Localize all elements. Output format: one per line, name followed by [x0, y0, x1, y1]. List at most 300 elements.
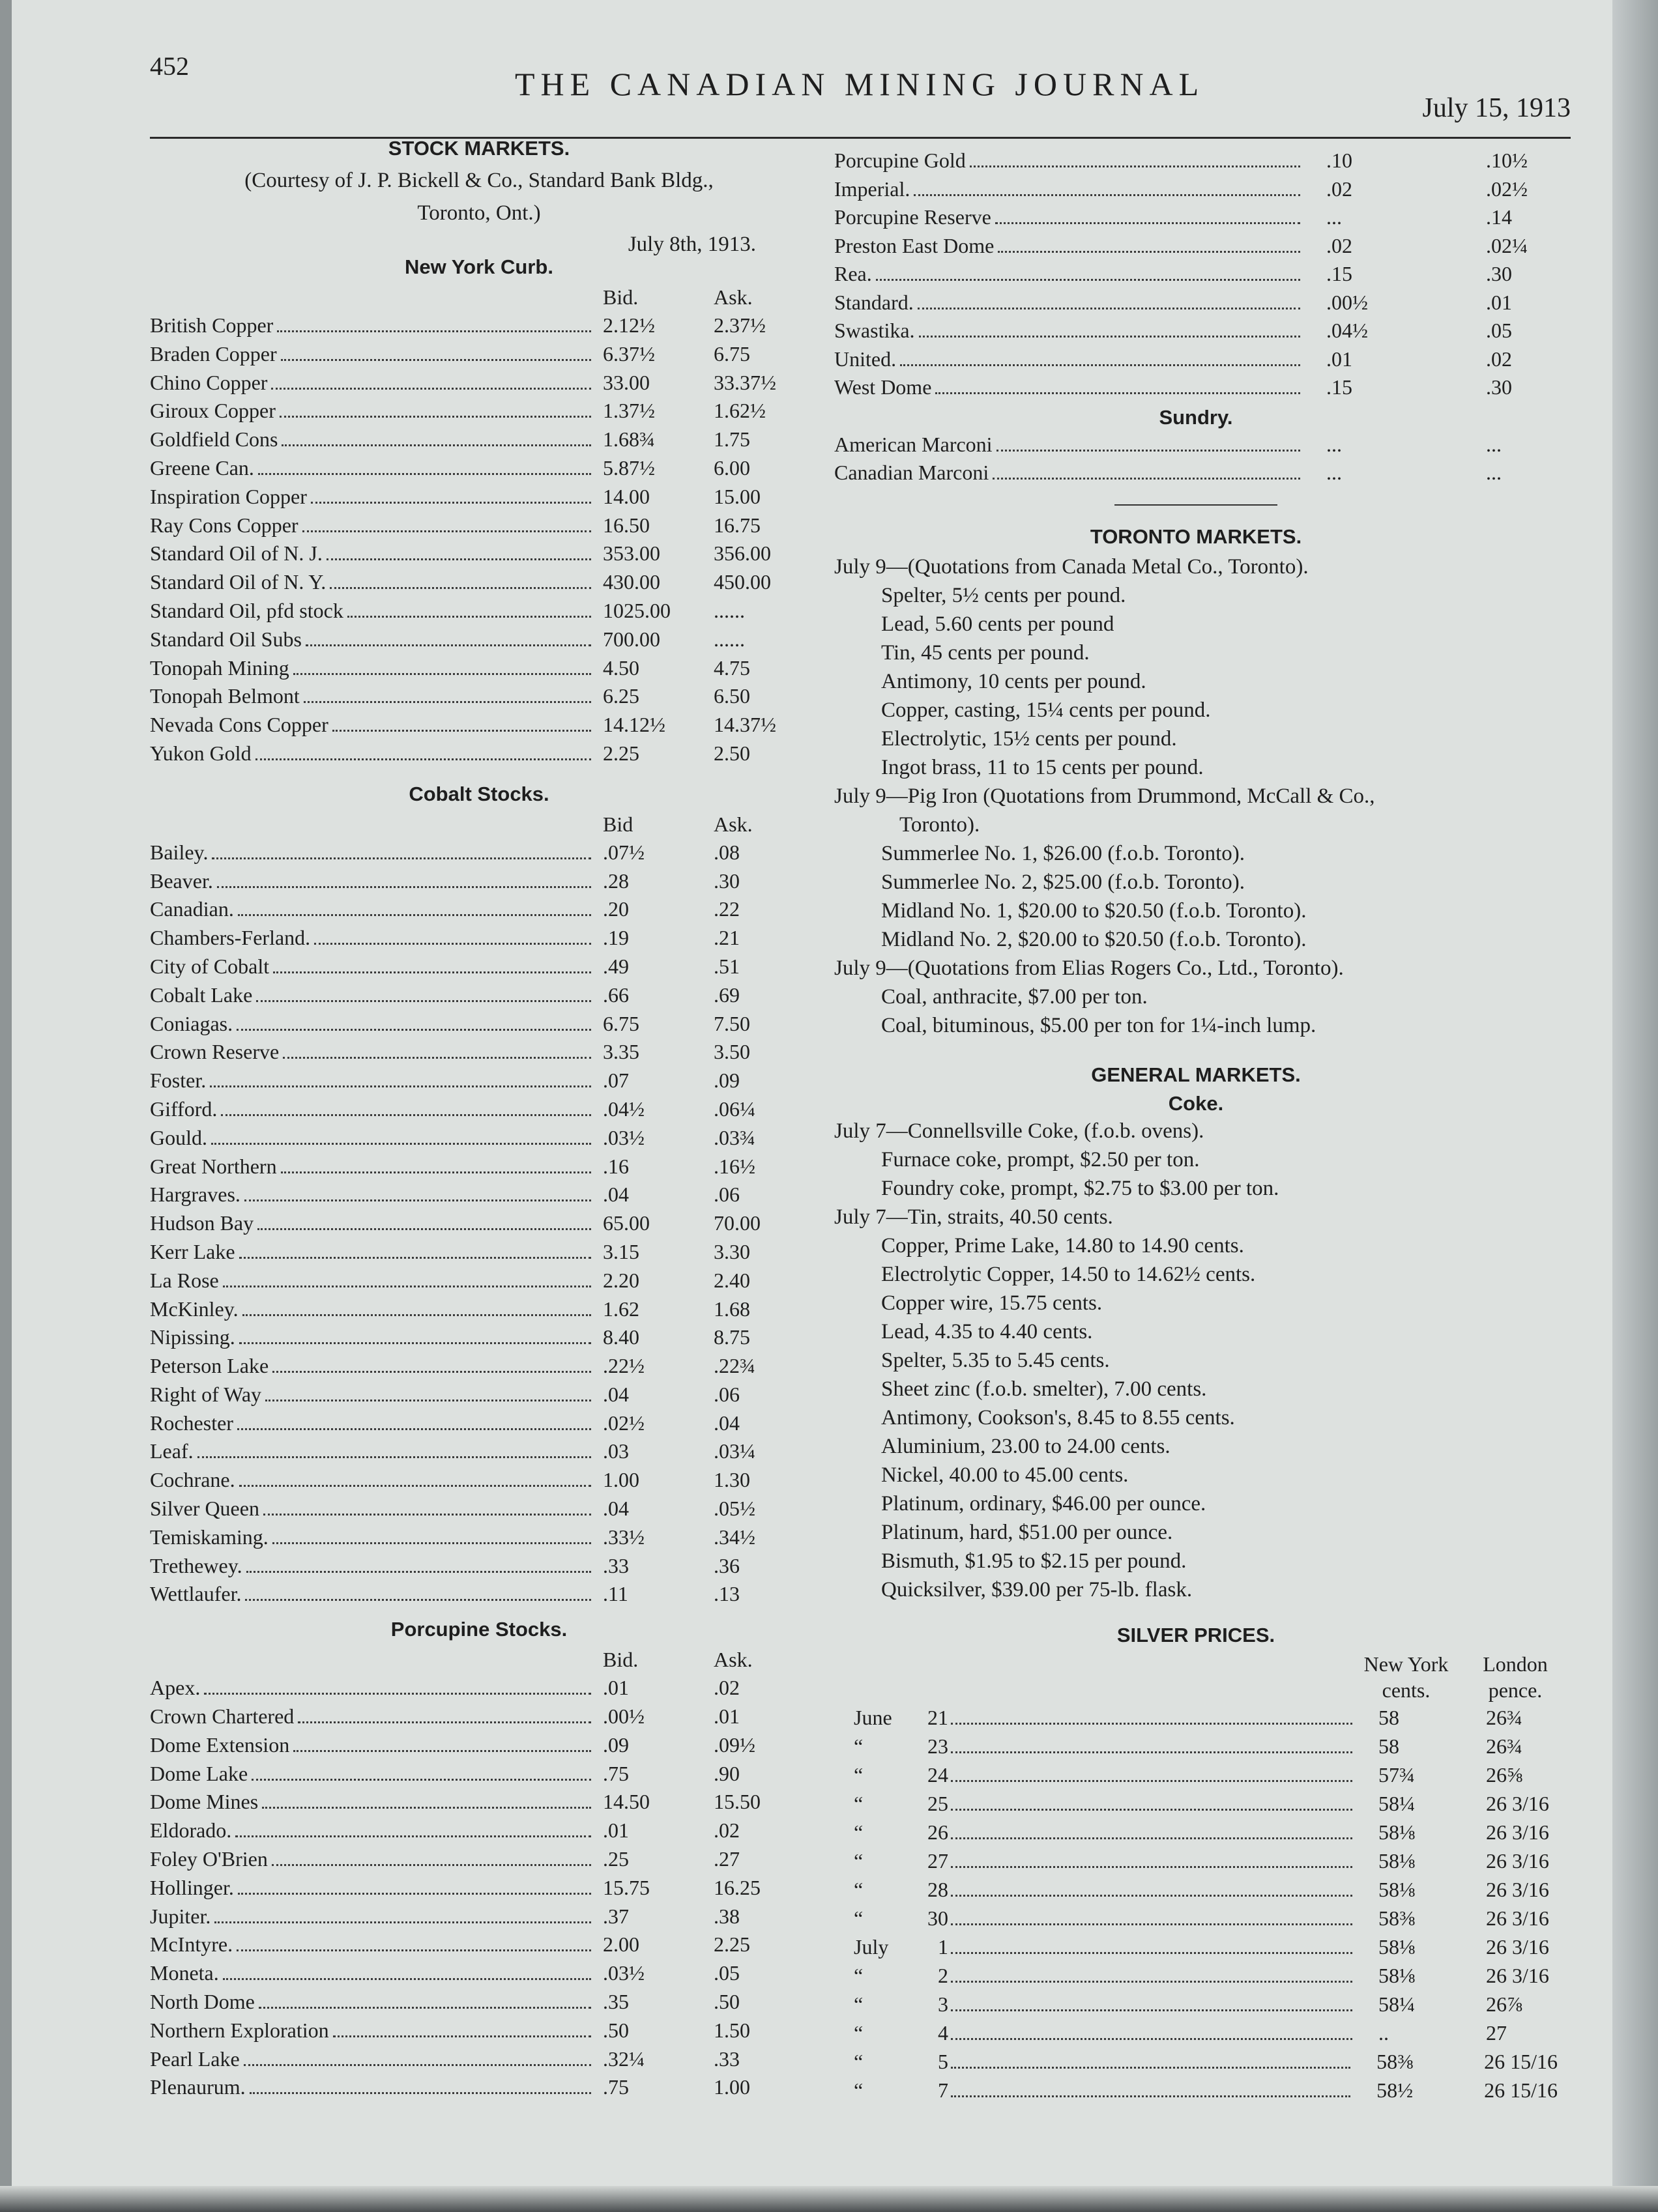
- bid-value: 3.15: [603, 1239, 639, 1263]
- london-price: 26 3/16: [1486, 1877, 1549, 1901]
- stock-name: Cochrane.: [150, 1468, 235, 1492]
- ask-value: ...: [1486, 432, 1502, 456]
- stock-row: [834, 431, 1558, 459]
- ask-value: ......: [714, 598, 745, 622]
- stock-name: Goldfield Cons: [150, 427, 278, 452]
- bid-value: 1.68¾: [603, 427, 655, 452]
- market-quote-line: Quicksilver, $39.00 per 75-lb. flask.: [881, 1577, 1193, 1602]
- stock-row: [150, 454, 808, 483]
- stock-name: Gifford.: [150, 1097, 218, 1121]
- ask-value: 2.40: [714, 1268, 750, 1292]
- day: 23: [927, 1734, 948, 1758]
- bid-value: 700.00: [603, 627, 660, 651]
- bid-value: 33.00: [603, 370, 650, 394]
- dot-leader: [223, 1978, 591, 1980]
- stock-row: [150, 1437, 808, 1466]
- issue-date: July 15, 1913: [1422, 93, 1571, 123]
- ask-value: 15.00: [714, 484, 761, 508]
- bid-value: .75: [603, 1761, 629, 1785]
- dot-leader: [918, 308, 1300, 309]
- dot-leader: [246, 1571, 591, 1573]
- silver-price-row: [834, 2018, 1558, 2047]
- ask-value: .03¾: [714, 1125, 755, 1149]
- page-number: 452: [150, 51, 189, 81]
- bid-value: 14.12½: [603, 713, 665, 737]
- dot-leader: [327, 558, 591, 560]
- bid-value: .15: [1326, 375, 1352, 399]
- day: 27: [927, 1848, 948, 1873]
- ask-value: 2.25: [714, 1932, 750, 1957]
- dot-leader: [257, 1228, 591, 1230]
- new-york-price: 58⅛: [1378, 1963, 1415, 1987]
- dot-leader: [281, 1171, 591, 1173]
- dot-leader: [951, 1895, 1352, 1897]
- stock-row: [150, 1295, 808, 1324]
- stock-name: Moneta.: [150, 1961, 219, 1985]
- stock-row: [150, 1124, 808, 1153]
- stock-name: Temiskaming.: [150, 1525, 269, 1549]
- market-quote-line: Platinum, hard, $51.00 per ounce.: [881, 1520, 1173, 1544]
- new-york-price: 58: [1378, 1705, 1399, 1729]
- stock-row: [150, 597, 808, 625]
- bid-value: .04: [603, 1183, 629, 1207]
- stock-name: Canadian.: [150, 897, 234, 921]
- ask-value: .01: [1486, 290, 1512, 314]
- stock-row: [150, 483, 808, 511]
- london-price: 26¾: [1486, 1734, 1522, 1758]
- stock-row: [150, 397, 808, 425]
- stock-row: [150, 1067, 808, 1095]
- silver-prices-table: [834, 1703, 1558, 2104]
- dot-leader: [293, 1750, 591, 1752]
- ask-value: 1.30: [714, 1468, 750, 1492]
- ask-value: 3.30: [714, 1239, 750, 1263]
- bid-value: .75: [603, 2075, 629, 2099]
- month: June: [854, 1705, 892, 1729]
- dot-leader: [262, 1807, 591, 1809]
- market-quote-line: July 7—Tin, straits, 40.50 cents.: [834, 1205, 1113, 1229]
- ask-value: 1.62½: [714, 399, 766, 423]
- bid-value: 6.75: [603, 1011, 639, 1035]
- ask-value: .09: [714, 1069, 740, 1093]
- stock-row: [150, 682, 808, 711]
- courtesy-line-2: Toronto, Ont.): [417, 201, 541, 225]
- stock-row: [150, 740, 808, 768]
- market-quote-line: July 9—Pig Iron (Quotations from Drummond, McCall & Co.,: [834, 784, 1375, 808]
- day: 3: [938, 1992, 948, 2016]
- cobalt-stocks-title: Cobalt Stocks.: [409, 782, 549, 805]
- silver-header-row-2: [834, 1677, 1558, 1703]
- silver-price-row: [834, 2047, 1558, 2076]
- dot-leader: [951, 2009, 1352, 2011]
- day: 2: [938, 1963, 948, 1987]
- ask-value: 1.75: [714, 427, 750, 452]
- market-quote-line: Summerlee No. 2, $25.00 (f.o.b. Toronto).: [881, 870, 1245, 894]
- stock-row: [150, 425, 808, 454]
- new-york-price: 58⅛: [1378, 1820, 1415, 1844]
- day: 30: [927, 1906, 948, 1930]
- market-quote-line: July 9—(Quotations from Elias Rogers Co., Ltd., Toronto).: [834, 956, 1344, 980]
- bid-value: .04: [603, 1497, 629, 1521]
- dot-leader: [281, 359, 591, 361]
- month: “: [854, 1762, 864, 1787]
- bid-value: .15: [1326, 262, 1352, 285]
- market-quote-line: Midland No. 2, $20.00 to $20.50 (f.o.b. Toronto).: [881, 927, 1307, 951]
- dot-leader: [951, 1751, 1352, 1753]
- ask-value: .30: [1486, 375, 1512, 399]
- stock-row: [150, 981, 808, 1010]
- ask-value: .22: [714, 897, 740, 921]
- bid-value: 1025.00: [603, 598, 671, 622]
- bid-value: .02½: [603, 1411, 645, 1435]
- market-quote-line: Antimony, Cookson's, 8.45 to 8.55 cents.: [881, 1405, 1235, 1429]
- dot-leader: [314, 943, 591, 945]
- dot-leader: [197, 1456, 591, 1458]
- stock-name: Crown Chartered: [150, 1704, 295, 1729]
- stock-name: Tonopah Mining: [150, 655, 289, 680]
- stock-name: Leaf.: [150, 1439, 194, 1463]
- stock-row: [150, 511, 808, 540]
- bid-value: .02: [1326, 177, 1352, 201]
- ask-value: .02½: [1486, 177, 1528, 201]
- ask-value: .50: [714, 1990, 740, 2014]
- stock-row: [150, 568, 808, 597]
- dot-leader: [298, 1721, 591, 1723]
- bid-value: .33½: [603, 1525, 645, 1549]
- london-price: 26 3/16: [1486, 1963, 1549, 1987]
- ask-value: 70.00: [714, 1211, 761, 1235]
- dot-leader: [244, 2064, 591, 2066]
- day: 5: [938, 2049, 948, 2073]
- dot-leader: [239, 1342, 591, 1344]
- new-york-price: 58⅛: [1378, 1934, 1415, 1959]
- stock-row: [150, 2045, 808, 2074]
- bid-value: .32¼: [603, 2047, 645, 2071]
- stock-row: [834, 345, 1558, 374]
- dot-leader: [235, 1835, 591, 1837]
- stock-row: [150, 1788, 808, 1817]
- stock-row: [150, 1580, 808, 1609]
- day: 21: [927, 1705, 948, 1729]
- bid-value: 8.40: [603, 1325, 639, 1349]
- stock-name: Braden Copper: [150, 341, 277, 366]
- ask-value: .33: [714, 2047, 740, 2071]
- stock-row: [150, 1523, 808, 1552]
- bid-header: Bid.: [603, 285, 639, 309]
- dot-leader: [876, 279, 1300, 281]
- london-price: 26 15/16: [1484, 2049, 1558, 2073]
- stock-row: [834, 175, 1558, 204]
- silver-price-row: [834, 1818, 1558, 1846]
- london-price: 26 3/16: [1486, 1848, 1549, 1873]
- stock-row: [834, 289, 1558, 317]
- ask-value: .02¼: [1486, 233, 1528, 257]
- stock-row: [150, 2017, 808, 2045]
- stock-row: [150, 1381, 808, 1409]
- ask-value: 15.50: [714, 1790, 761, 1814]
- month: “: [854, 1791, 864, 1815]
- dot-leader: [951, 2067, 1350, 2069]
- stock-name: Inspiration Copper: [150, 484, 307, 508]
- coke-subtitle: Coke.: [1168, 1091, 1224, 1115]
- stock-name: Preston East Dome: [834, 233, 995, 257]
- bid-value: .03: [603, 1439, 629, 1463]
- dot-leader: [951, 1837, 1352, 1839]
- stock-name: North Dome: [150, 1990, 255, 2014]
- london-price: 26 3/16: [1486, 1820, 1549, 1844]
- month: “: [854, 1877, 864, 1901]
- stock-name: Crown Reserve: [150, 1040, 280, 1064]
- silver-price-row: [834, 2076, 1558, 2104]
- bid-value: ...: [1326, 461, 1342, 484]
- market-quote-line: July 7—Connellsville Coke, (f.o.b. ovens).: [834, 1119, 1204, 1143]
- market-quote-line: Spelter, 5½ cents per pound.: [881, 583, 1126, 607]
- bid-header: Bid.: [603, 1648, 639, 1672]
- stock-row: [150, 1010, 808, 1039]
- dot-leader: [951, 1952, 1352, 1954]
- stock-row: [150, 953, 808, 981]
- dot-leader: [272, 1864, 591, 1866]
- page-bottom-edge: [0, 2186, 1658, 2212]
- page-right-edge: [1612, 0, 1658, 2212]
- stock-row: [150, 1038, 808, 1067]
- silver-price-row: [834, 1760, 1558, 1789]
- market-quote-line: Antimony, 10 cents per pound.: [881, 669, 1146, 693]
- stock-name: Plenaurum.: [150, 2075, 246, 2099]
- dot-leader: [237, 1428, 591, 1430]
- stock-row: [150, 1931, 808, 1959]
- stock-row: [150, 867, 808, 896]
- stock-row: [150, 1409, 808, 1438]
- dot-leader: [951, 1866, 1352, 1868]
- stock-name: American Marconi: [834, 432, 993, 456]
- market-quote-line: Ingot brass, 11 to 15 cents per pound.: [881, 755, 1204, 779]
- dot-leader: [282, 444, 591, 446]
- market-quote-line: Summerlee No. 1, $26.00 (f.o.b. Toronto).: [881, 841, 1245, 865]
- stock-name: Canadian Marconi: [834, 461, 989, 484]
- porcupine-stocks-table: [150, 1674, 808, 2102]
- stock-name: Standard Oil, pfd stock: [150, 598, 343, 622]
- london-price: 26⅝: [1486, 1762, 1522, 1787]
- stock-row: [150, 1181, 808, 1209]
- page-header: [150, 46, 1571, 137]
- london-price: 27: [1486, 2020, 1507, 2045]
- ask-value: 8.75: [714, 1325, 750, 1349]
- london-price: 26 3/16: [1486, 1906, 1549, 1930]
- bid-value: .03½: [603, 1125, 645, 1149]
- stock-name: Rochester: [150, 1411, 233, 1435]
- bid-value: .01: [1326, 347, 1352, 371]
- dot-leader: [242, 1314, 591, 1316]
- sundry-title: Sundry.: [1159, 405, 1233, 429]
- new-york-price: 58¼: [1378, 1992, 1415, 2016]
- dot-leader: [333, 2035, 591, 2037]
- stock-row: [150, 1466, 808, 1495]
- dot-leader: [252, 1779, 591, 1781]
- day: 1: [938, 1934, 948, 1959]
- stock-name: Standard.: [834, 290, 914, 314]
- general-markets-list: [834, 1117, 1558, 1604]
- ask-value: 33.37½: [714, 370, 776, 394]
- stock-name: British Copper: [150, 313, 274, 337]
- ask-value: .02: [714, 1818, 740, 1843]
- stock-row: [150, 1352, 808, 1381]
- stock-row: [150, 1267, 808, 1295]
- stock-row: [150, 1095, 808, 1124]
- ny-curb-table: [150, 311, 808, 768]
- ask-value: 16.25: [714, 1875, 761, 1899]
- new-york-header: New York: [1363, 1652, 1449, 1676]
- month: “: [854, 1848, 864, 1873]
- bid-value: .49: [603, 954, 629, 978]
- ask-value: .14: [1486, 205, 1512, 229]
- dot-leader: [259, 2007, 591, 2009]
- dot-leader: [951, 2095, 1350, 2097]
- dot-leader: [293, 673, 591, 675]
- dot-leader: [239, 1257, 591, 1259]
- stock-row: [150, 311, 808, 340]
- stock-row: [834, 317, 1558, 345]
- stock-row: [150, 711, 808, 740]
- market-quote-line: Lead, 4.35 to 4.40 cents.: [881, 1319, 1093, 1343]
- market-quote-line: Aluminium, 23.00 to 24.00 cents.: [881, 1434, 1171, 1458]
- bid-value: .01: [603, 1676, 629, 1700]
- ask-value: .69: [714, 983, 740, 1007]
- dot-leader: [238, 914, 591, 916]
- bid-value: 15.75: [603, 1875, 650, 1899]
- dot-leader: [277, 330, 591, 332]
- market-quote-line: Coal, bituminous, $5.00 per ton for 1¼-inch lump.: [881, 1013, 1316, 1037]
- bid-value: .20: [603, 897, 629, 921]
- stock-row: [150, 839, 808, 867]
- stock-name: Coniagas.: [150, 1011, 233, 1035]
- dot-leader: [238, 1893, 591, 1895]
- stock-row: [834, 373, 1558, 402]
- ask-value: .90: [714, 1761, 740, 1785]
- silver-header-row-1: [834, 1651, 1558, 1677]
- market-quote-line: Lead, 5.60 cents per pound: [881, 612, 1114, 636]
- dot-leader: [214, 1921, 591, 1923]
- right-column: [834, 147, 1558, 2104]
- new-york-unit: cents.: [1382, 1678, 1431, 1702]
- dot-leader: [311, 502, 591, 504]
- bid-value: .37: [603, 1904, 629, 1928]
- london-price: 26¾: [1486, 1705, 1522, 1729]
- ask-value: .04: [714, 1411, 740, 1435]
- stock-row: [150, 1959, 808, 1988]
- london-price: 26 3/16: [1486, 1791, 1549, 1815]
- month: “: [854, 1820, 864, 1844]
- stock-row: [150, 369, 808, 397]
- ask-value: ...: [1486, 461, 1502, 484]
- dot-leader: [204, 1693, 591, 1695]
- stock-name: City of Cobalt: [150, 954, 270, 978]
- stock-markets-title: STOCK MARKETS.: [388, 137, 570, 160]
- stock-name: Greene Can.: [150, 455, 254, 480]
- stock-name: Hollinger.: [150, 1875, 234, 1899]
- market-quote-line: Midland No. 1, $20.00 to $20.50 (f.o.b. Toronto).: [881, 898, 1307, 923]
- stock-row: [150, 1731, 808, 1760]
- market-quote-line: Spelter, 5.35 to 5.45 cents.: [881, 1348, 1110, 1372]
- ask-value: .38: [714, 1904, 740, 1928]
- dot-leader: [272, 1371, 591, 1373]
- stock-row: [150, 1874, 808, 1903]
- bid-value: 6.37½: [603, 341, 655, 366]
- market-quote-line: Toronto).: [899, 812, 980, 837]
- dot-leader: [212, 857, 591, 859]
- stock-name: Gould.: [150, 1125, 207, 1149]
- stock-name: Imperial.: [834, 177, 910, 201]
- stock-name: Kerr Lake: [150, 1239, 235, 1263]
- stock-row: [150, 1153, 808, 1181]
- stock-name: Standard Oil of N. J.: [150, 541, 323, 566]
- ask-value: .21: [714, 926, 740, 950]
- cobalt-column-header: [150, 810, 808, 839]
- bid-value: .11: [603, 1582, 628, 1606]
- stock-row: [150, 895, 808, 924]
- stock-name: United.: [834, 347, 897, 371]
- stock-name: Bailey.: [150, 840, 209, 864]
- ask-value: 4.75: [714, 655, 750, 680]
- ask-value: .09½: [714, 1732, 755, 1757]
- ask-value: .22¾: [714, 1354, 755, 1378]
- bid-value: .66: [603, 983, 629, 1007]
- ask-value: .08: [714, 840, 740, 864]
- day: 4: [938, 2020, 948, 2045]
- stock-name: Swastika.: [834, 319, 915, 342]
- stock-name: Nevada Cons Copper: [150, 713, 328, 737]
- bid-value: .04½: [1326, 319, 1368, 342]
- stock-name: Chambers-Ferland.: [150, 926, 311, 950]
- ask-value: 3.50: [714, 1040, 750, 1064]
- left-column: [150, 130, 808, 2102]
- stock-name: Peterson Lake: [150, 1354, 269, 1378]
- silver-prices-title: SILVER PRICES.: [1116, 1623, 1275, 1646]
- dot-leader: [951, 2038, 1352, 2040]
- bid-value: 2.12½: [603, 313, 655, 337]
- market-quote-line: Bismuth, $1.95 to $2.15 per pound.: [881, 1549, 1187, 1573]
- ask-value: 1.50: [714, 2018, 750, 2042]
- section-divider: [1114, 504, 1277, 506]
- stock-name: Standard Oil Subs: [150, 627, 302, 651]
- sundry-table: [834, 431, 1558, 487]
- stock-row: [150, 340, 808, 369]
- market-quote-line: Copper, casting, 15¼ cents per pound.: [881, 698, 1211, 722]
- stock-name: Right of Way: [150, 1382, 262, 1406]
- bid-value: 1.62: [603, 1297, 639, 1321]
- porcupine-stocks-continued-table: [834, 147, 1558, 402]
- new-york-price: 58⅛: [1378, 1848, 1415, 1873]
- dot-leader: [304, 701, 591, 703]
- ask-value: .27: [714, 1847, 740, 1871]
- ask-value: .16½: [714, 1154, 755, 1178]
- bid-value: 430.00: [603, 570, 660, 594]
- courtesy-line-1: (Courtesy of J. P. Bickell & Co., Standard Bank Bldg.,: [244, 169, 714, 192]
- bid-value: .00½: [1326, 290, 1368, 314]
- month: July: [854, 1934, 889, 1959]
- ask-value: 2.50: [714, 741, 750, 765]
- ask-value: .30: [1486, 262, 1512, 285]
- month: “: [854, 1992, 864, 2016]
- ask-value: .05½: [714, 1497, 755, 1521]
- dot-leader: [273, 971, 591, 973]
- bid-value: .04: [603, 1382, 629, 1406]
- dot-leader: [993, 478, 1300, 480]
- bid-value: .33: [603, 1553, 629, 1577]
- ny-curb-title: New York Curb.: [405, 255, 553, 278]
- dot-leader: [250, 2092, 591, 2094]
- stock-markets-date: July 8th, 1913.: [628, 233, 756, 256]
